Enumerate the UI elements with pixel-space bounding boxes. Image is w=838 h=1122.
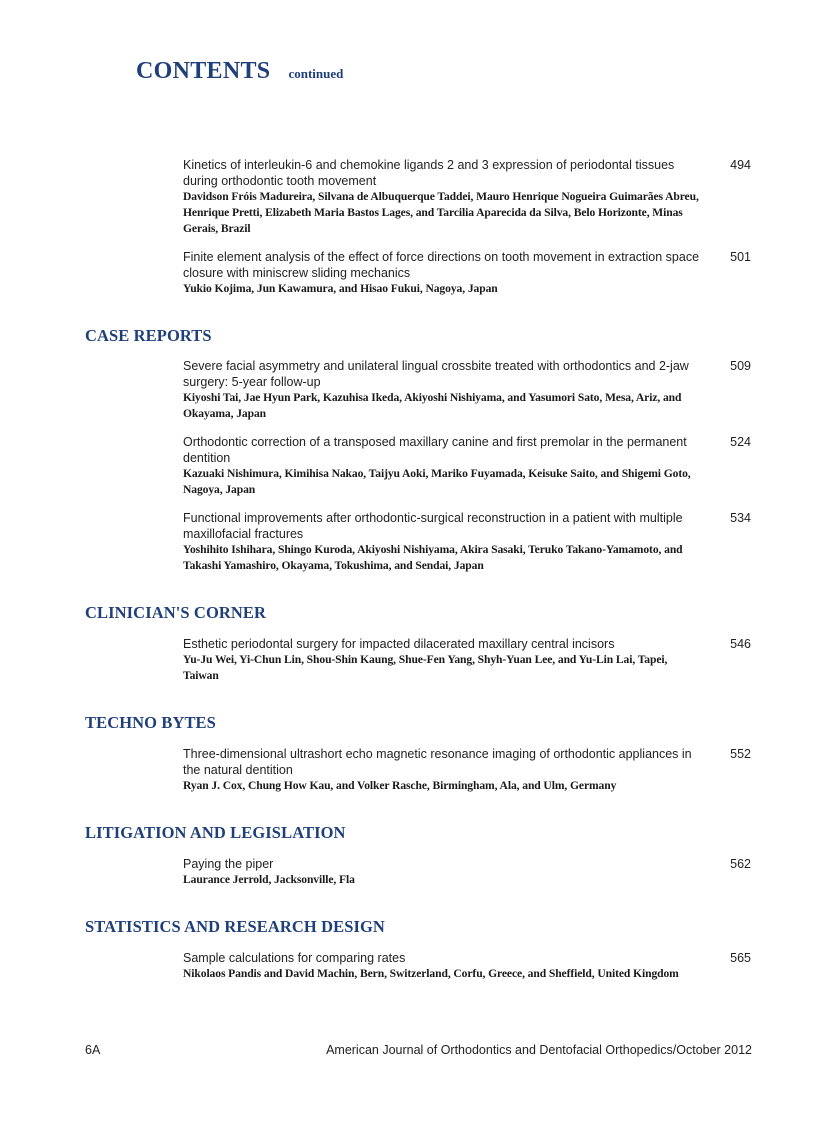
article-title[interactable]: Three-dimensional ultrashort echo magnetic resonance imaging of orthodontic appliances in the natural dentition [183, 747, 692, 777]
section-heading-clinicians-corner: CLINICIAN'S CORNER [85, 603, 267, 622]
contents-heading: CONTENTS [136, 58, 271, 84]
toc-entry[interactable] [183, 950, 751, 982]
article-authors: Yoshihito Ishihara, Shingo Kuroda, Akiyoshi Nishiyama, Akira Sasaki, Teruko Takano-Yamamoto, and Takashi Yamashiro, Okayama, Tokushima, and Sendai, Japan [183, 543, 683, 572]
article-title[interactable]: Finite element analysis of the effect of force directions on tooth movement in extraction space closure with miniscrew sliding mechanics [183, 250, 700, 280]
article-title[interactable]: Paying the piper [183, 857, 274, 871]
toc-entry[interactable] [183, 510, 751, 574]
article-authors: Laurance Jerrold, Jacksonville, Fla [183, 873, 355, 886]
toc-entry[interactable] [183, 636, 751, 684]
page-number: 534 [730, 511, 751, 525]
page-number: 524 [730, 435, 751, 449]
page-number: 494 [730, 158, 751, 172]
article-authors: Kazuaki Nishimura, Kimihisa Nakao, Taijyu Aoki, Mariko Fuyamada, Keisuke Saito, and Shigemi Goto, Nagoya, Japan [183, 467, 691, 496]
article-authors: Yukio Kojima, Jun Kawamura, and Hisao Fukui, Nagoya, Japan [183, 282, 498, 295]
article-title[interactable]: Kinetics of interleukin-6 and chemokine ligands 2 and 3 expression of periodontal tissues during orthodontic tooth movement [183, 158, 675, 188]
page-number: 565 [730, 951, 751, 965]
article-authors: Kiyoshi Tai, Jae Hyun Park, Kazuhisa Ikeda, Akiyoshi Nishiyama, and Yasumori Sato, Mesa, Ariz, and Okayama, Japan [183, 391, 682, 420]
contents-continued-label: continued [288, 66, 344, 81]
folio-number: 6A [85, 1043, 101, 1057]
section-heading-techno-bytes: TECHNO BYTES [85, 713, 216, 732]
article-authors: Ryan J. Cox, Chung How Kau, and Volker Rasche, Birmingham, Ala, and Ulm, Germany [183, 779, 617, 792]
article-title[interactable]: Functional improvements after orthodontic-surgical reconstruction in a patient with multiple maxillofacial fractures [183, 511, 683, 541]
page-number: 546 [730, 637, 751, 651]
toc-entry[interactable] [183, 157, 751, 237]
section-heading-litigation-legislation: LITIGATION AND LEGISLATION [85, 823, 346, 842]
section-heading-statistics-research-design: STATISTICS AND RESEARCH DESIGN [85, 917, 385, 936]
article-authors: Davidson Fróis Madureira, Silvana de Albuquerque Taddei, Mauro Henrique Nogueira Guimarães Abreu, Henrique Pretti, Elizabeth Maria Bastos Lages, and Tarcilia Aparecida da Silva, Belo Horizonte, Minas Gerais, Brazil [183, 190, 699, 235]
toc-entry[interactable] [183, 746, 751, 794]
page-number: 509 [730, 359, 751, 373]
journal-citation: American Journal of Orthodontics and Dentofacial Orthopedics/October 2012 [326, 1043, 752, 1057]
article-title[interactable]: Sample calculations for comparing rates [183, 951, 406, 965]
page-number: 562 [730, 857, 751, 871]
article-title[interactable]: Esthetic periodontal surgery for impacted dilacerated maxillary central incisors [183, 637, 615, 651]
section-heading-case-reports: CASE REPORTS [85, 326, 212, 345]
toc-entry[interactable] [183, 856, 751, 888]
toc-entry[interactable] [183, 249, 751, 297]
toc-entry[interactable] [183, 358, 751, 422]
toc-entry[interactable] [183, 434, 751, 498]
page-number: 552 [730, 747, 751, 761]
article-title[interactable]: Severe facial asymmetry and unilateral lingual crossbite treated with orthodontics and 2-jaw surgery: 5-year follow-up [183, 359, 689, 389]
article-authors: Nikolaos Pandis and David Machin, Bern, Switzerland, Corfu, Greece, and Sheffield, United Kingdom [183, 967, 679, 980]
page-title [136, 58, 343, 85]
article-authors: Yu-Ju Wei, Yi-Chun Lin, Shou-Shin Kaung, Shue-Fen Yang, Shyh-Yuan Lee, and Yu-Lin Lai, Tapei, Taiwan [183, 653, 668, 682]
page-number: 501 [730, 250, 751, 264]
article-title[interactable]: Orthodontic correction of a transposed maxillary canine and first premolar in the permanent dentition [183, 435, 687, 465]
